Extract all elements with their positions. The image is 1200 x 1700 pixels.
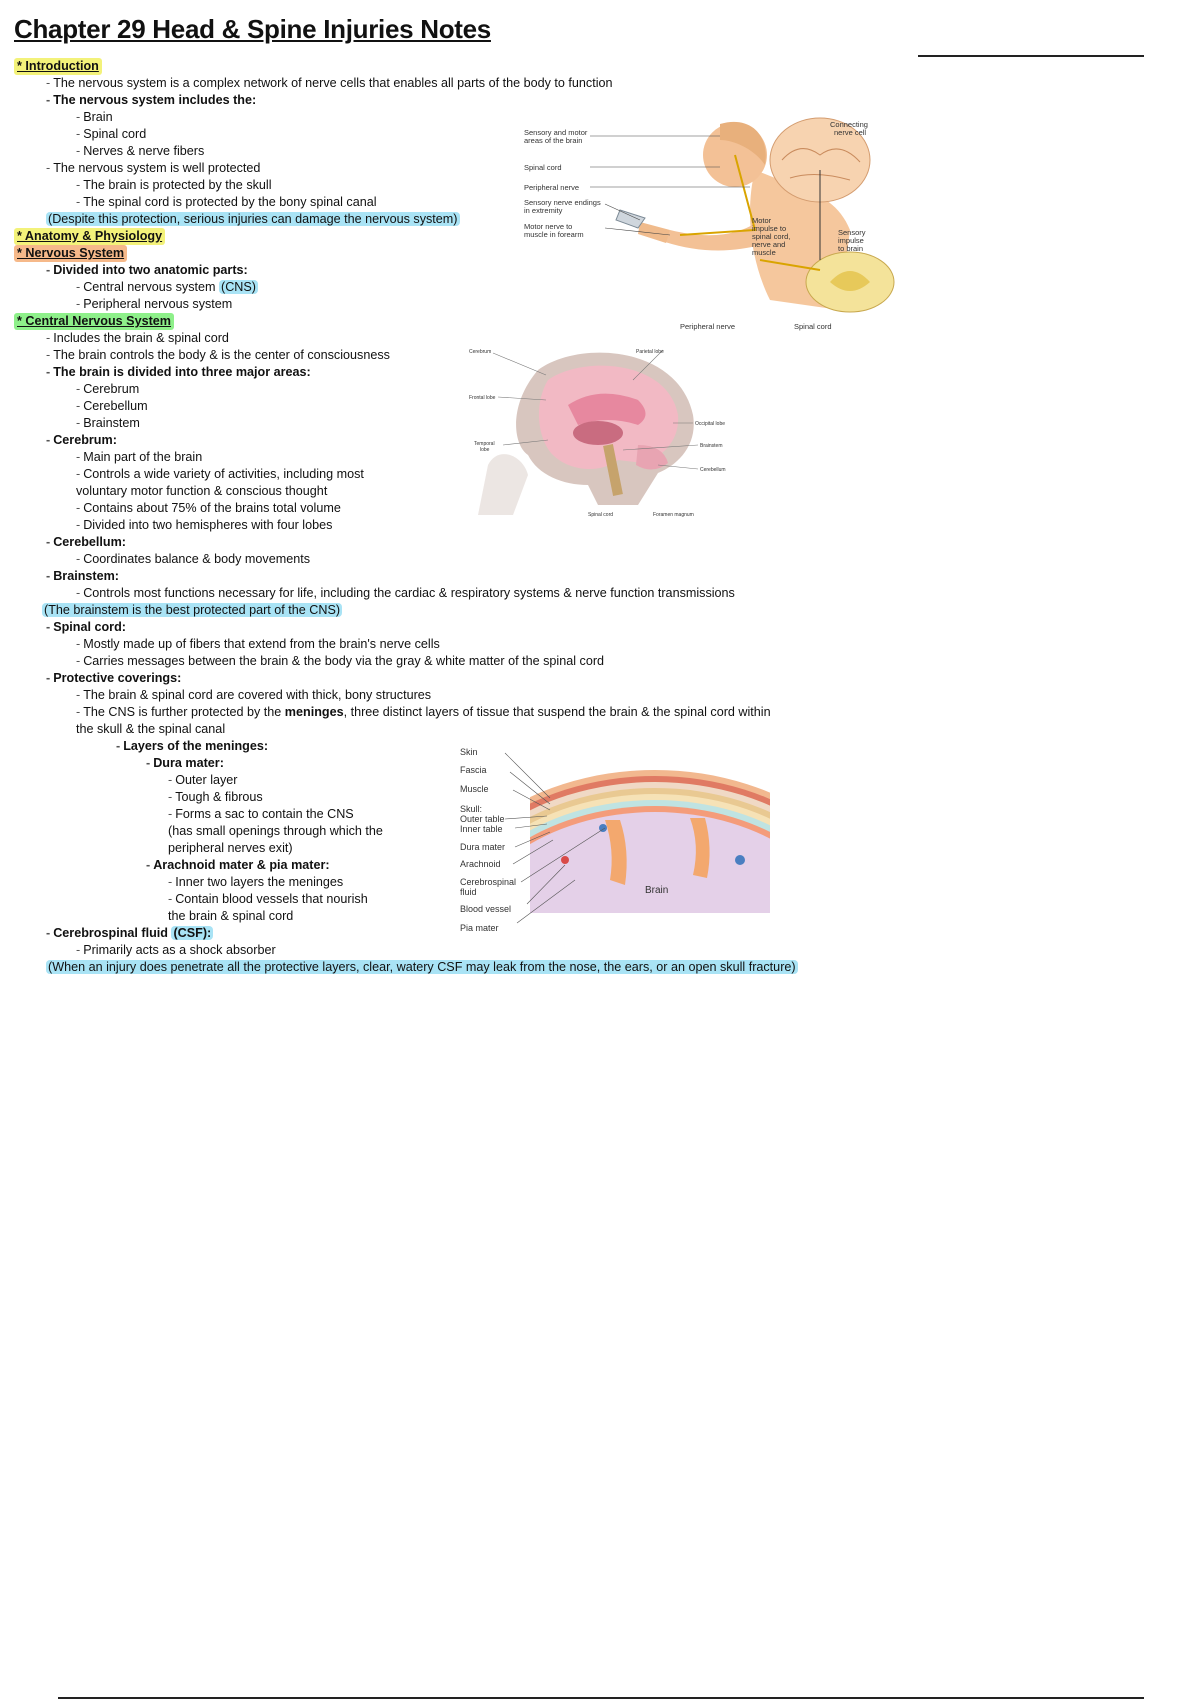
list-item: - Controls most functions necessary for life, including the cardiac & respiratory systems & nerve function transmissions: [76, 586, 735, 600]
list-item-continuation: peripheral nerves exit): [168, 841, 293, 855]
figure-label: areas of the brain: [524, 136, 583, 145]
list-item: - The spinal cord is protected by the bony spinal canal: [76, 195, 377, 209]
list-item: - Cerebrospinal fluid (CSF):: [46, 926, 212, 940]
list-item: - Outer layer: [168, 773, 238, 787]
figure-label: Cerebellum: [700, 467, 726, 473]
list-item-continuation: the skull & the spinal canal: [76, 722, 226, 736]
figure-label: Parietal lobe: [636, 349, 664, 355]
figure-label: Motor nerve to: [524, 222, 573, 231]
figure-label: impulse to: [752, 224, 787, 233]
nervous-system-figure: [520, 110, 900, 340]
list-item-continuation: voluntary motor function & conscious thought: [76, 484, 328, 498]
heading-introduction: * Introduction: [14, 58, 102, 75]
list-item: - Cerebellum:: [46, 535, 126, 549]
figure-label: to brain: [838, 244, 864, 253]
list-item: - Brainstem: [76, 416, 140, 430]
list-item: - Nerves & nerve fibers: [76, 144, 205, 158]
list-item: - Cerebrum: [76, 382, 140, 396]
figure-label: Outer table: [460, 814, 505, 824]
list-item: - Arachnoid mater & pia mater:: [146, 858, 330, 872]
list-item: - Mostly made up of fibers that extend from the brain's nerve cells: [76, 637, 440, 651]
list-item: - Central nervous system (CNS): [76, 280, 256, 294]
list-item: - Contain blood vessels that nourish: [168, 892, 368, 906]
figure-label: Fascia: [460, 765, 487, 775]
note-highlight: (Despite this protection, serious injuries can damage the nervous system): [48, 212, 458, 226]
figure-label: Spinal cord: [524, 163, 562, 172]
list-item-continuation: the brain & spinal cord: [168, 909, 294, 923]
note-highlight: (The brainstem is the best protected part of the CNS): [44, 603, 341, 617]
list-item: - Brain: [76, 110, 113, 124]
list-item: - Coordinates balance & body movements: [76, 552, 311, 566]
list-item: - The brain & spinal cord are covered with thick, bony structures: [76, 688, 432, 702]
figure-label: Sensory nerve endings: [524, 198, 601, 207]
list-item-continuation: (has small openings through which the: [168, 824, 383, 838]
meninges-figure: [455, 740, 775, 940]
list-item: - Dura mater:: [146, 756, 224, 770]
figure-label: Sensory: [838, 228, 866, 237]
brain-figure: [468, 345, 738, 525]
list-item: - Forms a sac to contain the CNS: [168, 807, 354, 821]
list-item: - Primarily acts as a shock absorber: [76, 943, 276, 957]
figure-label: impulse: [838, 236, 864, 245]
heading-cns: * Central Nervous System: [14, 313, 174, 330]
figure-label: Muscle: [460, 784, 489, 794]
figure-label: muscle: [752, 248, 776, 257]
heading-nervous-system: * Nervous System: [14, 245, 127, 262]
figure-label: fluid: [460, 887, 477, 897]
list-item: - Carries messages between the brain & the body via the gray & white matter of the spinal cord: [76, 654, 605, 668]
list-item: - The brain is protected by the skull: [76, 178, 272, 192]
figure-label: Cerebrospinal: [460, 877, 517, 887]
list-item: - The nervous system is a complex network of nerve cells that enables all parts of the body to function: [46, 76, 613, 90]
list-item: - The brain controls the body & is the center of consciousness: [46, 348, 390, 362]
figure-label: Foramen magnum: [653, 512, 694, 518]
list-item: - Layers of the meninges:: [116, 739, 269, 753]
figure-label: Peripheral nerve: [524, 183, 580, 192]
figure-label: Spinal cord: [588, 512, 614, 518]
figure-label: Inner table: [460, 824, 503, 834]
list-item: - Tough & fibrous: [168, 790, 263, 804]
list-item: - Includes the brain & spinal cord: [46, 331, 229, 345]
figure-label: nerve and: [752, 240, 786, 249]
footer-rule: [58, 1697, 1144, 1699]
figure-label: Connecting: [830, 120, 868, 129]
list-item: - Cerebrum:: [46, 433, 117, 447]
figure-label: Brainstem: [700, 443, 723, 449]
figure-label: spinal cord,: [752, 232, 791, 241]
figure-label: Dura mater: [460, 842, 506, 852]
figure-label: Occipital lobe: [695, 421, 726, 427]
figure-label: lobe: [480, 447, 490, 453]
list-item: - Contains about 75% of the brains total volume: [76, 501, 341, 515]
heading-anatomy: * Anatomy & Physiology: [14, 228, 165, 245]
list-item: - Inner two layers the meninges: [168, 875, 344, 889]
list-item: - Divided into two hemispheres with four lobes: [76, 518, 333, 532]
list-item: - Cerebellum: [76, 399, 148, 413]
figure-label: Brain: [645, 885, 669, 896]
figure-label: muscle in forearm: [524, 230, 584, 239]
figure-label: Blood vessel: [460, 904, 512, 914]
list-item: - Peripheral nervous system: [76, 297, 233, 311]
figure-label: Skin: [460, 747, 478, 757]
figure-label: Arachnoid: [460, 859, 501, 869]
page-title: Chapter 29 Head & Spine Injuries Notes: [14, 14, 491, 44]
figure-label: Skull:: [460, 804, 483, 814]
list-item: - The nervous system includes the:: [46, 93, 257, 107]
note-highlight: (When an injury does penetrate all the protective layers, clear, watery CSF may leak from the nose, the ears, or an open skull fracture): [48, 960, 796, 974]
figure-label: Cerebrum: [469, 349, 492, 355]
figure-label: Pia mater: [460, 923, 499, 933]
figure-label: nerve cell: [834, 128, 867, 137]
header-rule: [918, 55, 1144, 57]
list-item: - Main part of the brain: [76, 450, 203, 464]
list-item: - Divided into two anatomic parts:: [46, 263, 248, 277]
list-item: - Controls a wide variety of activities, including most: [76, 467, 364, 481]
figure-label: Motor: [752, 216, 772, 225]
figure-label: Frontal lobe: [469, 395, 496, 401]
figure-label: Spinal cord: [794, 322, 832, 331]
figure-label: Peripheral nerve: [680, 322, 736, 331]
list-item: - Protective coverings:: [46, 671, 182, 685]
list-item: - Spinal cord: [76, 127, 147, 141]
list-item: - Spinal cord:: [46, 620, 126, 634]
figure-label: Temporal: [474, 441, 495, 447]
figure-label: in extremity: [524, 206, 563, 215]
list-item: - Brainstem:: [46, 569, 119, 583]
list-item: - The nervous system is well protected: [46, 161, 261, 175]
list-item: - The brain is divided into three major areas:: [46, 365, 311, 379]
list-item: - The CNS is further protected by the meninges, three distinct layers of tissue that suspend the brain & the spinal cord within: [76, 705, 771, 719]
figure-label: Sensory and motor: [524, 128, 588, 137]
